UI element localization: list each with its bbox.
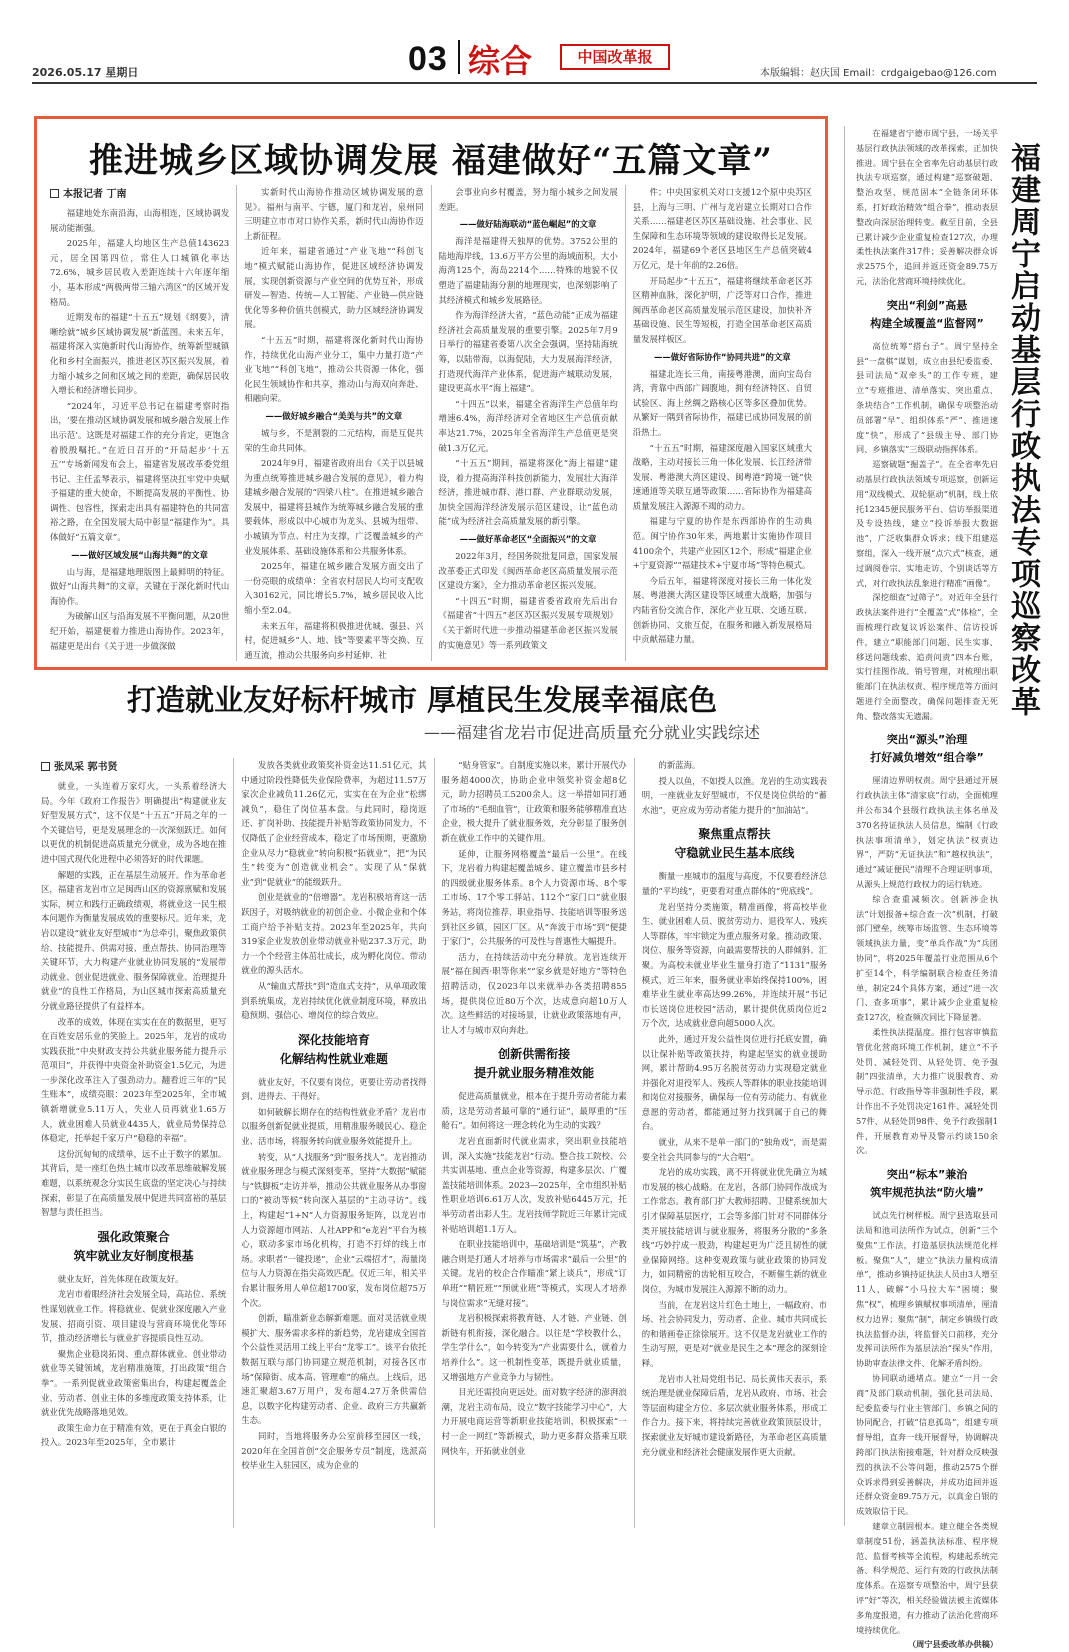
paragraph: 件；中央国家机关对口支援12个原中央苏区县，上海与三明、广州与龙岩建立长期对口合作关系……福建老区苏区基础设施、社会事业、民生保障和生态环境等领域的建设取得长足发展。2024年，福建69个老区县地区生产总值突破4万亿元，是十年前的2.26倍。 <box>632 187 812 270</box>
paragraph: 同时，当地将服务办公室前移至园区一线，2020年在全国首创“交企服务专员”制度，选派高校毕业生入驻园区，成为企业的 <box>241 1430 427 1471</box>
paragraph: 创业是就业的“倍增器”。龙岩积极培育这一活跃因子，对吸纳就业的初创企业、小微企业和个体工商户给予补贴支持。2023年至2025年，共向319家企业发放创业带动就业补贴237.3万元，助力一个个经营主体茁壮成长，成为孵化岗位、带动就业的源头活水。 <box>241 892 427 976</box>
paragraph: 综合查重减频次。创新涉企执法“计划报备+综合查一次”机制，打破部门壁垒，统筹市场监管、生态环境等领域执法力量，变“单兵作战”为“兵团协同”，将2025年覆盖行业范围从6个扩至14个，科学编制联合检查任务清单，制定24个具体方案，通过“进一次门、查多项事”，累计减少企业重复检查127次，检查频次同比下降显著。 <box>856 893 998 1023</box>
paragraph: 海洋是福建得天独厚的优势。3752公里的陆地海岸线，13.6万平方公里的海域面积，大小海湾125个，海岛2214个……特殊的地貌不仅塑造了福建陆海分割的地理现实，也深刻影响了其经济模式和城乡发展路径。 <box>438 236 618 305</box>
paragraph: 协同联动通堵点。建立“一月一会商”及部门联动机制，强化县司法局、纪委监委与行业主管部门、乡镇之间的协同配合，打破“信息孤岛”，组建专项督导组，直奔一线开展督导，协调解决跨部门执法衔接难题，针对群众反映强烈的执法不公等问题，推动2575个群众诉求得到妥善解决，并成功追回并返还群众资金89.75万元，以真金白银的成效取信于民。 <box>856 1372 998 1517</box>
paragraph: “十五五”时期，福建深度融入国家区域重大战略，主动对接长三角一体化发展、长江经济带发展、粤港澳大湾区建设、闽粤港“跨境一链”快速通道等关联互通等政策……省际协作为福建高质量发展注入源源不竭的动力。 <box>632 442 812 511</box>
byline <box>41 758 226 773</box>
section-heading: 突出“标本”兼治 筑牢规范执法“防火墙” <box>870 1168 984 1200</box>
paragraph: 转变，从“人找服务”到“服务找人”。龙岩推动就业服务理念与模式深刻变革，坚持“大数据”赋能与“铁脚板”走访并举，推动公共就业服务从办事窗口的“被动等候”转向深入基层的“主动寻访”。线上，构建起“1+N”人力资源服务矩阵，以龙岩市人力资源超市网站、人社APP和“e龙岩”平台为核心，联动多家市场化机构，打造不打烊的线上市场。求职者“一键投递”，企业“云端招才”，海量岗位与人力资源在指尖高效匹配。仅近三年，相关平台累计服务用人单位超1700家，发布岗位超75万个次。 <box>241 1151 427 1308</box>
paragraph: 就业友好，首先体现在政策友好。 <box>57 1273 184 1284</box>
section-heading: 创新供需衔接 提升就业服务精准效能 <box>474 1047 595 1081</box>
section-heading: 聚焦重点帮扶 守稳就业民生基本底线 <box>674 827 795 861</box>
paragraph: 龙岩坚持分类施策，精准画像，将高校毕业生、就业困难人员、脱贫劳动力、退役军人、残疾人等群体，牢牢锁定为重点服务对象。推动政策、岗位、服务等资源，向最需要帮扶的人群倾斜、汇聚。为高校未就业毕业生量身打造了“1131”服务模式，近三年来，服务就业率始终保持100%，困难毕业生就业率高达99.26%，并连续开展“书记市长送岗位进校园”活动，累计提供优质岗位近2万个次，达成就业意向超5000人次。 <box>641 901 827 1029</box>
paragraph: 试点先行树样板。周宁县选取县司法局和池司法所作为试点，创新“三个聚焦”工作法，打造基层执法规范化样板。聚焦“人”，建立“执法力量构成清单”，推动乡镇持证执法人员由3人增至11人，破解“小马拉大车”困境；聚焦“权”，梳理乡镇赋权事项清单，厘清权力边界；聚焦“制”，制定乡镇级行政执法监督办法，将监督关口前移，充分发挥司法所作为基层法治“探头”作用，协助审查法律文件、化解矛盾纠纷。 <box>856 1210 998 1369</box>
section-heading: 深化技能培育 化解结构性就业难题 <box>279 1032 388 1066</box>
paragraph: “十四五”时期，福建省委省政府先后出台《福建省“十四五”老区苏区振兴发展专项规划》《关于新时代进一步推动福建革命老区振兴发展的实施意见》等一系列政策文 <box>438 595 618 650</box>
section-subheading: ——做好区域发展“山海共舞”的文章 <box>71 549 208 560</box>
paragraph: 促进高质量就业，根本在于提升劳动者能力素质，这是劳动者最可靠的“通行证”，最厚重的“压舱石”。如何将这一理念转化为生动的实践？ <box>441 1091 627 1131</box>
paragraph: 衡量一座城市的温度与高度，不仅要看经济总量的“平均线”，更要看对重点群体的“兜底线”。 <box>641 871 827 896</box>
text-column <box>237 185 431 661</box>
paragraph: 龙岩市人社局党组书记、局长黄伟天表示，系统治理是就业保障后盾，龙岩从政府、市场、社会等层面构建全方位、多层次就业服务体系，形成工作合力。接下来，将持续完善就业政策顶层设计，探索就业友好城市建设新路径，为革命老区高质量充分就业和经济社会健康发展作更大贡献。 <box>641 1373 827 1457</box>
paragraph: “十五五”期间，福建将深化“海上福建”建设，着力提高海洋科技创新能力，发展壮大海洋经济，推进城市群、港口群、产业群联动发展，加快全国海洋经济发展示范区建设，让“蓝色动能”成为经济社会高质量发展的新引擎。 <box>438 458 618 527</box>
text-column <box>635 758 834 1528</box>
paragraph: 龙岩市着眼经济社会发展全局，高站位、系统性谋划就业工作。将稳就业、促就业深度融入产业发展、招商引资、项目建设与营商环境优化等环节，推动经济增长与就业扩容提质良性互动。 <box>41 1289 227 1344</box>
byline <box>50 185 229 200</box>
section-name: 综合 <box>468 42 533 80</box>
paragraph: 龙岩积极探索将教育链、人才链、产业链、创新链有机衔接，深化融合。以往是“学校教什么，学生学什么”，如今转变为“产业需要什么，就着力培养什么”。这一机制性变革，既提升就业质量，又增强地方产业竞争力与韧性。 <box>441 1313 627 1382</box>
section-subheading: ——做好革命老区“全面振兴”的文章 <box>459 534 597 545</box>
article-credit: （周宁县委改革办供稿） <box>907 1639 998 1650</box>
paragraph: 为破解山区与沿海发展不平衡问题，从20世纪开始，福建便着力推进山海协作。2023年，福建更是出台《关于进一步做深做 <box>50 611 230 651</box>
paragraph: 创新，瞄准新业态解新难题。面对灵活就业规模扩大、服务需求多样的新趋势，龙岩建成全国首个公益性灵活用工线上平台“龙零工”。该平台依托数据互联与部门协同建立规范机制，对接各区市场“保障街、成本高、管理难”的痛点。上线后，迅速汇聚超3.67万用户，发布超4.27万条供需信息，以数字化构建劳动者、企业、政府三方共赢新生态。 <box>241 1313 427 1426</box>
masthead <box>0 0 1069 96</box>
paragraph: 聚焦企业稳岗拓岗、重点群体就业、创业带动就业等关键领域，龙岩精准施策，打出政策“组合拳”。一系列促就业政策密集出台，构建起覆盖企业、劳动者、创业主体的多维度政策支持体系，让就业优先战略落地见效。 <box>41 1348 227 1418</box>
text-column <box>43 185 237 661</box>
paragraph: 发放各类就业政策奖补资金达11.51亿元，其中通过阶段性降低失业保险费率，为超过11.57万家次企业减负11.26亿元，实实在在为企业“松绑减负”，稳住了岗位基本盘。与此同时，稳岗返还、扩岗补助、技能提升补贴等政策协同发力，不仅降低了企业经营成本，稳定了市场预期，更激励企业从尽力“稳就业”转向积极“拓就业”，把“为民生”转变为“创造就业机会”。实现了从“保就业”到“促就业”的能级跃升。 <box>241 760 427 887</box>
paragraph: 未来五年，福建将积极推进优城、强县、兴村，促进城乡“人、地、钱”等要素平等交换、互通互流，推动公共服务向乡村延伸、社 <box>244 620 424 660</box>
section-subheading: ——做好城乡融合“美美与共”的文章 <box>265 410 403 421</box>
text-column <box>435 758 635 1528</box>
right-article-title: 福建周宁启动基层行政执法专项巡察改革 <box>1005 142 1040 718</box>
paragraph: 开局起步“十五五”，福建将继续革命老区苏区精神血脉，深化护明，广泛等对口合作，推进闽西革命老区高质量发展示范区建设，加快补齐基础设施、民生等短板，打造全国革命老区高质量发展样板区。 <box>632 275 812 344</box>
paragraph: 福建与宁夏的协作是东西部协作的生动典范。闽宁协作30年来，两地累计实施协作项目4100余个，共建产业园区12个，形成“福建企业+宁夏资源”“福建技术+宁夏市场”等特色模式。 <box>632 516 812 571</box>
paragraph: 近期发布的福建“十五五”规划《纲要》，清晰绘就“城乡区域协调发展”新蓝图。未来五年，福建将深入实施新时代山海协作，统筹新型城镇化和乡村全面振兴，推进老区苏区振兴发展，着力缩小城乡之间和区域之间的差距，确保居民收入增长和经济增长同步。 <box>50 312 230 396</box>
paragraph: 目光还需投向更远处。面对数字经济的澎湃浪潮，龙岩主动布局，设立“数字技能学习中心”，大力开展电商运营等新职业技能培训，积极探索“一村一企一网红”等新模式，助力更多群众搭乘互联网快车，开拓就业创业 <box>441 1387 627 1456</box>
paragraph: 就业，从来不是单一部门的“独角戏”，而是需要全社会共同参与的“大合唱”。 <box>641 1137 827 1162</box>
paragraph: 福建北连长三角，南接粤港澳，面向宝岛台湾，背靠中西部广阔腹地，拥有经济特区、自贸试验区、海上丝绸之路核心区等多区叠加优势。从繁好一隅到省际协作，福建已成协同发展的前沿热土。 <box>632 368 812 437</box>
byline-square-icon <box>50 189 59 198</box>
byline-text: 本报记者 丁南 <box>63 189 127 200</box>
paragraph: 就业，一头连着万家灯火，一头系着经济大局。今年《政府工作报告》明确提出“构建就业友好型发展方式”，这不仅是“十五五”开局之年的一个关键信号，更是发展理念的一次深刻跃迁。如何以更优的机制促进高质量充分就业，成为各地在推进中国式现代化进程中必须答好的时代课题。 <box>41 781 227 864</box>
paragraph: 政策生命力在于精准有效，更在于真金白银的投入。2023年至2025年，全市累计 <box>41 1422 227 1448</box>
paragraph: 柔性执法提温度。推行包容审慎监管优化营商环境工作机制，建立“不予处罚、减轻处罚、从轻处罚、免予强制”四张清单，大力推广说服教育、劝导示范、行政指导等非强制性手段，累计作出不予处罚决定161件、减轻处罚57件、从轻处罚98件、免予行政强制1件，开展教育劝导及警示约谈150余次。 <box>856 1027 998 1156</box>
section-heading: 突出“源头”治理 打好减负增效“组合拳” <box>870 733 984 765</box>
paragraph: 会事业向乡村覆盖，努力缩小城乡之间发展差距。 <box>438 187 618 212</box>
paragraph: 2024年9月，福建省政府出台《关于以县城为重点统筹推进城乡融合发展的意见》，着力构建城乡融合发展的“四梁八柱”。在推进城乡融合发展中，福建将县城作为统筹城乡融合发展的重要载体，形成以中心城市为龙头、县城为纽带、小城镇为节点、村庄为支撑，广泛覆盖城乡的产业发展体系、基础设施体系和公共服务体系。 <box>244 458 424 556</box>
text-column <box>234 758 434 1528</box>
paragraph: 在福建省宁德市周宁县，一场关乎基层行政执法领域的改革探索，正加快推进。周宁县在全省率先启动基层行政执法专项巡察，通过构建“巡察破题、整治攻坚、规范固本”全链条闭环体系，打好政治精效“组合拳”，推动表层整改向深层治理转变。截至目前，全县已累计减少企业重复检查127次，办理柔性执法案件317件；妥善解决群众诉求2575个，追回并返还资金89.75万元，法治化营商环境持续优化。 <box>856 128 998 286</box>
paragraph: 巡察破题“掘盖子”。在全省率先启动基层行政执法领域专项巡察，创新运用“双线模式、双轮驱动”机制，线上依托12345便民服务平台、信访举报渠道及专设热线，建立“投诉举报大数据池”，广泛收集群众诉求；线下组建巡察组，深入一线开展“点穴式”核查，通过调阅卷宗、实地走访、个别谈话等方式，对行政执法乱象进行精准“画像”。 <box>856 459 998 588</box>
masthead-divider <box>458 40 460 74</box>
byline-square-icon <box>41 762 50 771</box>
paragraph: 高位统筹“搭台子”。周宁坚持全县“一盘棋”谋划，成立由县纪委监委、县司法局“双牵头”的工作专班，建立“专班推进、清单落实、突出重点、条块结合”工作机制，确保专项整治动员部署“早”、组织体系“严”、推进速度“快”，形成了“县级主导、部门协同、乡镇落实”三级联动指挥体系。 <box>856 340 998 455</box>
paragraph: 解题的实践，正在基层生动展开。作为革命老区，福建省龙岩市立足闽西山区的资源禀赋和发展实际，树立和践行正确政绩观，将就业这一民生根本问题作为衡量发展成效的重要标尺。近年来，龙岩以建设“就业友好型城市”为总牵引，聚焦政策供给、技能提升、供需对接、重点帮扶、协同治理等关键环节，大力构建产业就业协同发展的“发展带动就业、创业促进就业、服务保障就业、治理提升就业”的良性工作格局，为山区城市探索高质量充分就业路径提供了有益样本。 <box>41 869 227 1011</box>
paragraph: 近年来，福建省通过“产业飞地”“科创飞地”模式赋能山海协作，促进区域经济协调发展，实现创新资源与产业空间的优势互补，形成研发—智造、传统—人工智能、产业链—供应链优化等多种价值共创模式，助力区域经济协调发展。 <box>244 246 424 330</box>
second-article-columns <box>34 758 834 1528</box>
paragraph: 2025年，福建人均地区生产总值143623元，居全国第四位，常住人口城镇化率达72.6%，城乡居民收入差距连续十六年逐年缩小，基本形成“两极两带三轴六湾区”的区域开发格局。 <box>50 238 230 307</box>
paragraph: 从“输血式帮扶”到“造血式支持”，从单项政策到系统集成，龙岩持续优化就业制度环境，释放出稳预期、强信心、增岗位的综合效应。 <box>241 980 427 1021</box>
second-article-subtitle: ——福建省龙岩市促进高质量充分就业实践综述 <box>423 723 760 742</box>
paragraph: 在职业技能培训中，基础培训是“筑基”，产教融合则是打通人才培养与市场需求“最后一公里”的关键。龙岩的校企合作瞄准“紧上谈兵”，形成“订单班”“精匠班”“预就业班”等模式，实现人才培养与岗位需求“无缝对接”。 <box>441 1239 627 1308</box>
page-number: 03 <box>408 40 448 78</box>
paragraph: 龙岩直面新时代就业需求，突出职业技能培训，深入实施“技能龙岩”行动。整合技工院校、公共实训基地、重点企业等资源，构建多层次、广覆盖技能培训体系。2023—2025年，全市组织补贴性职业培训6.61万人次，发放补贴6445万元，托举劳动者出彩人生。龙岩技师学院近三年累计完成补贴培训超1.1万人。 <box>441 1136 627 1234</box>
paragraph: 山与海，是福建地理版图上最鲜明的特征。做好“山海共舞”的文章，关键在于深化新时代山海协作。 <box>50 566 230 606</box>
paragraph: “十五五”时期，福建将深化新时代山海协作，持续优化山海产业分工，集中力量打造“产业飞地”“科创飞地”，推动公共资源一体化，强化民生领域协作和共享，推动山与海双向奔赴、相融向荣。 <box>244 334 424 404</box>
paragraph: 活力，在持续活动中充分释放。龙岩连续开展“福在闽西·职等你来”“家乡就是好地方”等特色招聘活动，仅2023年以来就举办各类招聘855场，提供岗位近80万个次，达成意向超10万人次。这些鲜活的对接场景，让就业政策落地有声，让人才与城市双向奔赴。 <box>441 951 627 1035</box>
paragraph: 作为海洋经济大省，“蓝色动能”正成为福建经济社会高质量发展的重要引擎。2025年7月9日举行的福建省委第八次全会强调，坚持陆海统筹，以陆带海，以海促陆，大力发展海洋经济，打造现代海洋产业体系，促进海产城联动发展，建设更高水平“海上福建”。 <box>438 310 618 394</box>
issue-date: 2026.05.17 星期日 <box>32 66 139 79</box>
paragraph: 2022年3月，经国务院批复同意，国家发展改革委正式印发《闽西革命老区高质量发展示范区建设方案》，全力推动革命老区振兴发展。 <box>438 551 618 591</box>
paragraph: 如何破解长期存在的结构性就业矛盾？龙岩市以服务创新促就业提质，用精准服务暖民心、稳企业、活市场，将服务转向就业服务效能提升上。 <box>241 1106 427 1147</box>
paragraph: 改革的成效，体现在实实在在的数据里，更写在百姓安居乐业的笑脸上。2025年，龙岩的成功实践获批“中央财政支持公共就业服务能力提升示范项目”，并获得中央资金补助资金1.5亿元，为进一步深化改革注入了强劲动力。翻看近三年的“民生账本”，成绩亮眼：2023年至2025年，全市城镇新增就业5.11万人，失业人员再就业1.65万人，就业困难人员就业4435人，就业局势保持总体稳定，托举起千家万户“稳稳的幸福”。 <box>41 1016 227 1144</box>
masthead-rule <box>32 82 1037 84</box>
paragraph: 就业友好，不仅要有岗位，更要让劳动者找得到、进得去、干得好。 <box>241 1076 427 1102</box>
paragraph: 深挖细查“过筛子”。对近年全县行政执法案件进行“全覆盖”式“体检”，全面梳理行政复议诉讼案件、信访投诉件，建立“职能部门问题、民生实事、移送问题线索、追责问责”四本台账，实行挂图作战、销号管理，对梳理出职能部门在执法权责、程序规范等方面问题进行全面整改，确保问题排查无死角、整改落实无遗漏。 <box>856 592 998 721</box>
lead-article <box>34 116 828 670</box>
second-article-title: 打造就业友好标杆城市 厚植民生发展幸福底色 <box>126 683 718 717</box>
paragraph: 建章立制固根本。建立健全各类规章制度51份，涵盖执法标准、程序规范、监督考核等全流程，构建起系统完备、科学规范、运行有效的行政执法制度体系。在巡察专项整治中，周宁县获评“好”等次，相关经验做法被主流媒体多角度报道，有力推动了法治化营商环境持续优化。 <box>856 1520 998 1635</box>
section-heading: 强化政策聚合 筑牢就业友好制度根基 <box>73 1229 194 1263</box>
paragraph: 授人以鱼，不如授人以渔。龙岩的生动实践表明，一座就业友好型城市，不仅是岗位供给的“蓄水池”，更应成为劳动者能力提升的“加油站”。 <box>641 775 827 815</box>
right-article <box>856 126 1056 1650</box>
section-heading: 突出“利剑”高悬 构建全域覆盖“监督网” <box>870 298 984 330</box>
paragraph: 这份沉甸甸的成绩单，远不止于数字的累加。其背后，是一座红色热土城市以改革思维破解发展难题，以系统观念分实民生底盘的坚定决心与持续探索，彰显了在高质量发展中促进共同富裕的基层智慧与责任担当。 <box>41 1148 227 1218</box>
lead-article-columns <box>43 185 819 661</box>
paragraph: 城与乡，不是割裂的二元结构，而是互促共荣的生命共同体。 <box>244 427 424 453</box>
paragraph: “十四五”以来，福建全省海洋生产总值年均增速6.4%，海洋经济对全省地区生产总值贡献率达21.7%，2025年全省海洋生产总值更是突破1.3万亿元。 <box>438 398 618 453</box>
column-divider <box>844 126 845 1526</box>
newspaper-logo: 中国改革报 <box>560 44 670 70</box>
paragraph: 延伸，让服务网格覆盖“最后一公里”。在线下，龙岩着力构建起覆盖城乡、建立覆盖市县乡村的四级就业服务体系。8个人力资源市场、8个零工市场、17个零工驿站、112个“家门口”就业服务站，将岗位推荐、职业指导、技能培训等服务送到社区乡镇，园区厂区。从“奔波于市场”到“便捷于家门”，公共服务的可及性与普惠性大幅提升。 <box>441 848 627 947</box>
right-article-body <box>856 126 998 1652</box>
lead-article-title: 推进城乡区域协调发展 福建做好“五篇文章” <box>89 141 773 181</box>
text-column <box>432 185 626 661</box>
paragraph: 实新时代山海协作推动区域协调发展的意见》。福州与南平、宁德，厦门和龙岩，泉州同三明建立市市对口协作关系，新时代山海协作迈上新征程。 <box>244 187 424 241</box>
paragraph: 今后五年，福建将深度对接长三角一体化发展、粤港澳大湾区建设等区域重大战略，加强与内陆省份交流合作，深化产业互联、交通互联、创新协同、文旅互促，在服务和融入新发展格局中贡献福建力量。 <box>632 575 812 645</box>
paragraph: “2024年，习近平总书记在福建考察时指出，‘要在推动区域协调发展和城乡融合发展上作出示范’。这既是对福建工作的充分肯定，更饱含着殷殷嘱托。”在近日召开的“开局起步‘十五五’”专场新闻发布会上，福建省发展改革委党组书记、主任孟琴表示，福建将坚决扛牢党中央赋予福建的重大使命，不断提高发展的平衡性、协调性、包容性，探索走出具有福建特色的共同富裕之路，在全国发展大局中彰显“福建作为”。具体做好“五篇文章”。 <box>50 400 230 543</box>
section-subheading: ——做好省际协作“协同共进”的文章 <box>654 351 791 362</box>
paragraph: 厘清边界明权责。周宁县通过开展行政执法主体“清家底”行动，全面梳理并公布34个县级行政执法主体名单及370名持证执法人员信息，编制《行政执法事项清单》，划定执法“权责边界”，严防“无证执法”和“越权执法”，通过“减证便民”清理不合理证明事项，从源头上规范行政权力的运行轨迹。 <box>856 775 998 890</box>
paragraph: 龙岩的成功实践，离不开将就业优先确立为城市发展的核心战略。在龙岩，各部门协同作战成为工作常态。教育部门扩大教师招聘、卫健系统加大引才保障基层医疗，工会等多部门针对不同群体分类开展技能培训与就业服务，将服务分散的“多条线”巧妙拧成一股劲，构建起更为广泛且韧性的就业保障网络。这种变观政策与就业政策的协同发力，如同精密的齿轮相互咬合，不断催生新的就业岗位，为城市发展注入源源不断的动力。 <box>641 1167 827 1294</box>
paragraph: 福建地处东南沿海，山海相连，区域协调发展动能渐强。 <box>50 208 230 233</box>
paragraph: 此外，通过开发公益性岗位进行托底安置，确以让保补贴等政策扶持，构建起坚实的就业援助网，累计帮助4.95万名脱贫劳动力实现稳定就业并强化对退役军人、残疾人等群体的职业技能培训和岗位对接服务，确保每一位有劳动能力、有就业意愿的劳动者，都能通过努力找到属于自己的舞台。 <box>641 1033 827 1132</box>
paragraph: 2025年，福建在城乡融合发展方面交出了一份亮眼的成绩单：全省农村居民人均可支配收入30162元，同比增长5.7%，城乡居民收入比缩小至2.04。 <box>244 561 424 616</box>
paragraph: 的新蓝海。 <box>658 760 701 770</box>
editor-info: 本版编辑：赵庆国 Email：crdgaigebao@126.com <box>760 68 997 79</box>
text-column <box>626 185 819 661</box>
byline-text: 张凤采 郭书贤 <box>54 762 118 773</box>
paragraph: 当前，在龙岩这片红色土地上，一幅政府、市场、社会协同发力，劳动者、企业、城市共同成长的和谐画卷正徐徐展开。这不仅是龙岩就业工作的生动写照，更是对“就业是民生之本”理念的深刻诠释。 <box>641 1299 827 1368</box>
text-column <box>34 758 234 1528</box>
paragraph: “贴身管家”。自制度实施以来，累计开展代办服务超4000次，协助企业申领奖补资金超8亿元，助力招聘员工5200余人。这一举措如同打通了市场的“毛细血管”，让政策和服务能够精准直达企业，极大提升了就业服务效，充分彰显了服务创新在就业工作中的关键作用。 <box>441 760 627 843</box>
section-subheading: ——做好陆海联动“蓝色崛起”的文章 <box>459 219 597 230</box>
